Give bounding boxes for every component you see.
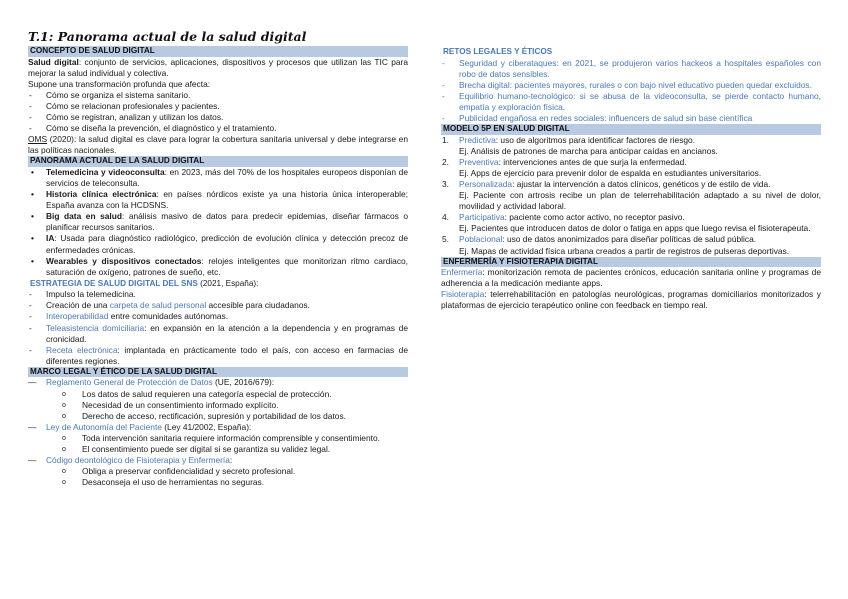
item-text: : uso de datos anonimizados para diseñar políticas de salud pública.	[502, 234, 757, 245]
item-number: 5.	[442, 234, 449, 245]
item-text: :	[229, 455, 233, 466]
modelo-list	[441, 135, 821, 257]
list-item: o Derecho de acceso, rectificación, supresión y portabilidad de los datos.	[28, 411, 408, 422]
item-text: : si se abusa de la videoconsulta, se pierde contacto humano, empatía y exploración física.	[459, 90, 822, 112]
list-item: o Desaconseja el uso de herramientas no seguras.	[28, 477, 408, 488]
list-item	[28, 211, 408, 233]
item-text: : análisis masivo de datos para predecir epidemias, diseñar fármacos o planificar recursos sanitarios.	[46, 211, 408, 233]
oms-label: OMS	[28, 134, 48, 145]
list-item: - Cómo se diseña la prevención, el diagnóstico y el tratamiento.	[28, 123, 408, 134]
list-item: o Los datos de salud requieren una categoría especial de protección.	[28, 389, 408, 400]
teleasistencia-link[interactable]: Teleasistencia domiciliaria	[46, 322, 145, 333]
list-item	[28, 345, 408, 367]
preventiva-link[interactable]: Preventiva	[459, 156, 499, 167]
participativa-link[interactable]: Participativa	[459, 212, 505, 223]
interoperabilidad-link[interactable]: Interoperabilidad	[46, 311, 109, 322]
page-title: T.1: Panorama actual de la salud digital	[28, 29, 307, 44]
fisioterapia-paragraph	[441, 289, 821, 311]
section-heading-retos: RETOS LEGALES Y ÉTICOS	[443, 47, 553, 56]
item-example: Ej. Pacientes que introducen datos de dolor o fatiga en apps que luego revisa el fisioterapeuta.	[459, 223, 811, 234]
item-text: : ajustar la intervención a datos clínicos, genéticos y de estilo de vida.	[512, 178, 771, 189]
item-text: Creación de una	[46, 300, 110, 311]
enfermeria-text: : monitorización remota de pacientes crónicos, educación sanitaria online y programas de adherencia a la medicación mediante apps.	[441, 267, 821, 289]
rgpd-link[interactable]: Reglamento General de Protección de Datos	[46, 377, 213, 388]
item-label: IA	[46, 233, 55, 244]
carpeta-salud-link[interactable]: carpeta de salud personal	[109, 300, 207, 311]
marco-list	[28, 455, 408, 466]
item-number: 4.	[442, 212, 449, 223]
section-heading-marco: MARCO LEGAL Y ÉTICO DE LA SALUD DIGITAL	[28, 367, 408, 378]
estrategia-title: ESTRATEGIA DE SALUD DIGITAL DEL SNS	[30, 278, 198, 288]
concepto-list	[28, 90, 408, 134]
list-item	[28, 311, 408, 322]
list-item	[28, 377, 408, 388]
section-heading-concepto: CONCEPTO DE SALUD DIGITAL	[28, 46, 408, 57]
item-text: accesible para ciudadanos.	[206, 300, 311, 311]
list-item	[28, 189, 408, 211]
list-item	[28, 300, 408, 311]
definition-label: Salud digital	[28, 56, 79, 67]
list-item: o Toda intervención sanitaria requiere información comprensible y consentimiento.	[28, 433, 408, 444]
item-text: : intervenciones antes de que surja la enfermedad.	[498, 156, 687, 167]
item-text: : en países nórdicos existe ya una historia única interoperable; España avanza con la HCDSNS.	[46, 189, 408, 211]
intro-text: Supone una transformación profunda que afecta:	[28, 78, 211, 89]
fisioterapia-text: : telerrehabilitación en patologías neurológicas, programas domiciliarios monitorizados y plataformas de ejercicio terapéutico online con feedback en tiempo real.	[441, 289, 821, 311]
equilibrio-link[interactable]: Equilibrio humano-tecnológico	[459, 90, 574, 101]
section-heading-modelo: MODELO 5P EN SALUD DIGITAL	[441, 124, 821, 135]
brecha-link[interactable]: Brecha digital	[459, 79, 510, 90]
section-heading-panorama: PANORAMA ACTUAL DE LA SALUD DIGITAL	[28, 156, 408, 167]
item-text: (UE, 2016/679):	[212, 377, 275, 388]
personalizada-link[interactable]: Personalizada	[459, 178, 513, 189]
list-item: - Cómo se relacionan profesionales y pacientes.	[28, 101, 408, 112]
left-column	[28, 46, 408, 488]
item-label: Historia clínica electrónica	[46, 189, 157, 200]
ley-autonomia-link[interactable]: Ley de Autonomía del Paciente	[46, 421, 162, 432]
enfermeria-link[interactable]: Enfermería	[441, 267, 483, 278]
list-item: - Impulso la telemedicina.	[28, 289, 408, 300]
oms-paragraph	[28, 134, 408, 156]
item-example: Ej. Paciente con artrosis recibe un plan de telerrehabilitación adaptado a su nivel de dolor, movilidad y actividad laboral.	[459, 190, 821, 212]
ley-sublist	[28, 433, 408, 455]
list-item	[28, 233, 408, 255]
list-item	[28, 455, 408, 466]
item-text: : Usada para diagnóstico radiológico, predicción de evolución clínica y detección precoz de enfermedades crónicas.	[46, 233, 408, 255]
item-text: : paciente como actor activo, no receptor pasivo.	[504, 212, 685, 223]
item-example: Ej. Mapas de actividad física urbana creados a partir de registros de pulseras deportivas.	[459, 245, 790, 256]
list-item	[28, 323, 408, 345]
marco-list	[28, 422, 408, 433]
item-label: Big data en salud	[46, 211, 122, 222]
item-number: 1.	[442, 134, 449, 145]
enfermeria-paragraph	[441, 267, 821, 289]
section-heading-estrategia	[30, 279, 408, 290]
item-label: Telemedicina y videoconsulta	[46, 166, 165, 177]
item-text: : influencers de salud sin base científica	[604, 112, 753, 123]
fisioterapia-link[interactable]: Fisioterapia	[441, 289, 485, 300]
list-item	[441, 234, 821, 256]
section-heading-enfermeria: ENFERMERÍA Y FISIOTERAPIA DIGITAL	[441, 257, 821, 268]
list-item: o Necesidad de un consentimiento informado explícito.	[28, 400, 408, 411]
item-number: 2.	[442, 156, 449, 167]
item-text: : uso de algoritmos para identificar factores de riesgo.	[495, 134, 696, 145]
list-item: o El consentimiento puede ser digital si se garantiza su validez legal.	[28, 444, 408, 455]
marco-list	[28, 377, 408, 388]
codigo-sublist	[28, 466, 408, 488]
list-item	[441, 135, 821, 157]
estrategia-list	[28, 289, 408, 367]
right-column	[441, 46, 821, 311]
panorama-list	[28, 167, 408, 278]
item-text: : en 2021, se produjeron varios hackeos a hospitales españoles con robo de datos sensibles.	[459, 57, 821, 79]
receta-link[interactable]: Receta electrónica	[46, 344, 118, 355]
estrategia-suffix: (2021, España):	[197, 278, 259, 288]
item-example: Ej. Análisis de patrones de marcha para anticipar caídas en ancianos.	[459, 145, 718, 156]
item-text: (Ley 41/2002, España):	[161, 421, 252, 432]
item-text: : en 2023, más del 70% de los hospitales europeos disponían de servicios de teleconsulta.	[46, 166, 408, 188]
item-example: Ej. Apps de ejercicio para prevenir dolor de espalda en estudiantes universitarios.	[459, 167, 762, 178]
item-text: entre comunidades autónomas.	[108, 311, 229, 322]
definition-text: : conjunto de servicios, aplicaciones, dispositivos y procesos que utilizan las TIC para mejorar la salud individual y colectiva.	[28, 56, 409, 78]
list-item: - Cómo se registran, analizan y utilizan los datos.	[28, 112, 408, 123]
rgpd-sublist	[28, 389, 408, 422]
list-item	[441, 179, 821, 212]
item-text: : pacientes mayores, rurales o con bajo nivel educativo pueden quedar excluidos.	[509, 79, 812, 90]
definition-paragraph	[28, 57, 408, 79]
item-text: : en expansión en la atención a la dependencia y en programas de cronicidad.	[46, 322, 408, 344]
item-label: Wearables y dispositivos conectados	[46, 255, 202, 266]
list-item	[28, 422, 408, 433]
item-text: : implantada en prácticamente todo el país, con acceso en farmacias de diferentes regiones.	[46, 344, 408, 366]
poblacional-link[interactable]: Poblacional	[459, 234, 503, 245]
list-item: o Obliga a preservar confidencialidad y secreto profesional.	[28, 466, 408, 477]
publicidad-link[interactable]: Publicidad engañosa en redes sociales	[459, 112, 605, 123]
seguridad-link[interactable]: Seguridad y ciberataques	[459, 57, 557, 68]
list-item	[441, 113, 821, 124]
list-item	[441, 157, 821, 179]
codigo-deontologico-link[interactable]: Código deontológico de Fisioterapia y Enfermería	[46, 455, 230, 466]
list-item: - Cómo se organiza el sistema sanitario.	[28, 90, 408, 101]
list-item	[28, 256, 408, 278]
list-item	[441, 91, 821, 113]
predictiva-link[interactable]: Predictiva	[459, 134, 496, 145]
list-item	[28, 167, 408, 189]
retos-list	[441, 58, 821, 125]
item-text: : relojes inteligentes que monitorizan ritmo cardiaco, saturación de oxígeno, patrones de sueño, etc.	[46, 255, 408, 277]
list-item	[441, 80, 821, 91]
item-number: 3.	[442, 178, 449, 189]
list-item	[441, 212, 821, 234]
oms-text: (2020): la salud digital es clave para lograr la cobertura sanitaria universal y debe integrarse en las políticas nacionales.	[28, 134, 408, 156]
list-item	[441, 58, 821, 80]
